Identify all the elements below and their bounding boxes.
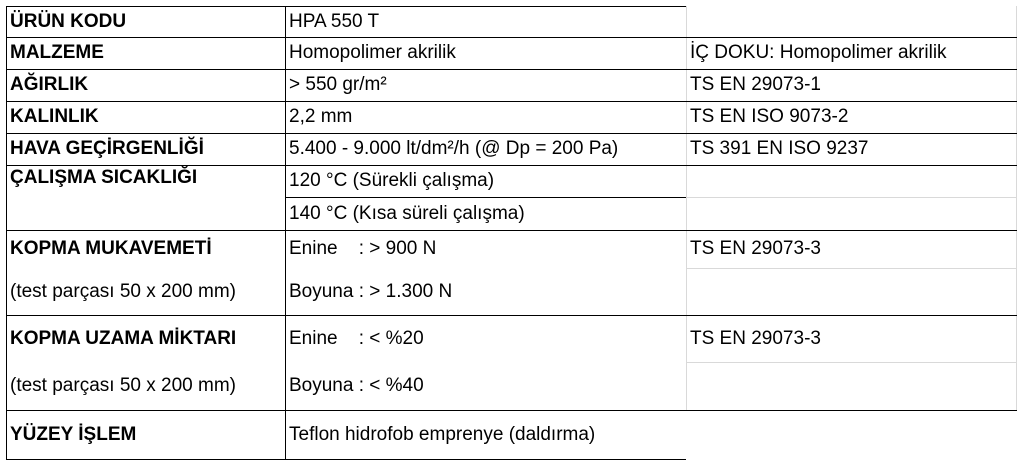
table-row-malzeme [6,37,1017,69]
value-kopma-mukavemeti-1: Enine : > 900 N [289,238,437,259]
spec-table [6,6,1017,460]
border-line [285,6,286,460]
label-yuzey: YÜZEY İŞLEM [10,424,137,445]
label-malzeme: MALZEME [10,42,104,63]
table-row-sicaklik-2 [6,197,1017,230]
value-kopma-uzama-1: Enine : < %20 [289,327,424,349]
value-yuzey: Teflon hidrofob emprenye (daldırma) [289,424,596,445]
table-row-hava [6,133,1017,165]
border-line [6,315,1017,316]
standard-urun-kodu [686,6,1017,37]
border-line [6,133,1017,134]
label-kopma-mukavemeti: KOPMA MUKAVEMETİ [10,238,212,259]
border-line [6,459,686,460]
table-row-agirlik [6,69,1017,101]
table-row-kopma-mukavemeti [6,230,1017,268]
table-row-yuzey [6,410,1017,460]
grid-line [686,197,1017,198]
table-row-kopma-uzama [6,315,1017,362]
grid-line [686,6,687,410]
value-agirlik: > 550 gr/m² [289,74,387,95]
grid-line [1016,6,1017,410]
grid-line [686,268,1017,269]
border-line [6,6,686,7]
table-row-kopma-mukavemeti-2 [6,268,1017,315]
value-kalinlik: 2,2 mm [289,106,353,127]
standard-kalinlik: TS EN ISO 9073-2 [690,106,849,127]
table-row-kalinlik [6,101,1017,133]
border-line [285,197,686,198]
value-kopma-mukavemeti-2: Boyuna : > 1.300 N [289,280,453,302]
border-line [6,37,1017,38]
standard-kopma-mukavemeti: TS EN 29073-3 [690,238,821,259]
border-line [6,69,1017,70]
standard-hava: TS 391 EN ISO 9237 [690,138,869,159]
value-urun-kodu: HPA 550 T [289,10,380,32]
table-row-urun-kodu [6,6,1017,37]
sublabel-kopma-mukavemeti: (test parçası 50 x 200 mm) [10,280,236,302]
standard-malzeme: İÇ DOKU: Homopolimer akrilik [690,42,947,63]
table-row-kopma-uzama-2 [6,362,1017,410]
standard-agirlik: TS EN 29073-1 [690,74,821,95]
label-kalinlik: KALINLIK [10,106,99,127]
border-line [6,6,7,460]
label-kopma-uzama: KOPMA UZAMA MİKTARI [10,327,237,349]
grid-line [686,362,1017,363]
border-line [6,165,1017,166]
label-sicaklik: ÇALIŞMA SICAKLIĞI [10,167,198,188]
sublabel-kopma-uzama: (test parçası 50 x 200 mm) [10,375,236,396]
border-line [6,410,1017,411]
value-sicaklik-1: 120 °C (Sürekli çalışma) [289,170,495,191]
label-hava: HAVA GEÇİRGENLİĞİ [10,138,204,159]
label-agirlik: AĞIRLIK [10,74,89,95]
table-row-sicaklik [6,165,1017,197]
border-line [6,101,1017,102]
value-kopma-uzama-2: Boyuna : < %40 [289,375,424,396]
value-sicaklik-2: 140 °C (Kısa süreli çalışma) [289,202,525,224]
value-hava: 5.400 - 9.000 lt/dm²/h (@ Dp = 200 Pa) [289,138,619,159]
border-line [6,230,1017,231]
standard-kopma-uzama: TS EN 29073-3 [690,327,821,349]
value-malzeme: Homopolimer akrilik [289,42,456,63]
label-urun-kodu: ÜRÜN KODU [10,10,127,32]
